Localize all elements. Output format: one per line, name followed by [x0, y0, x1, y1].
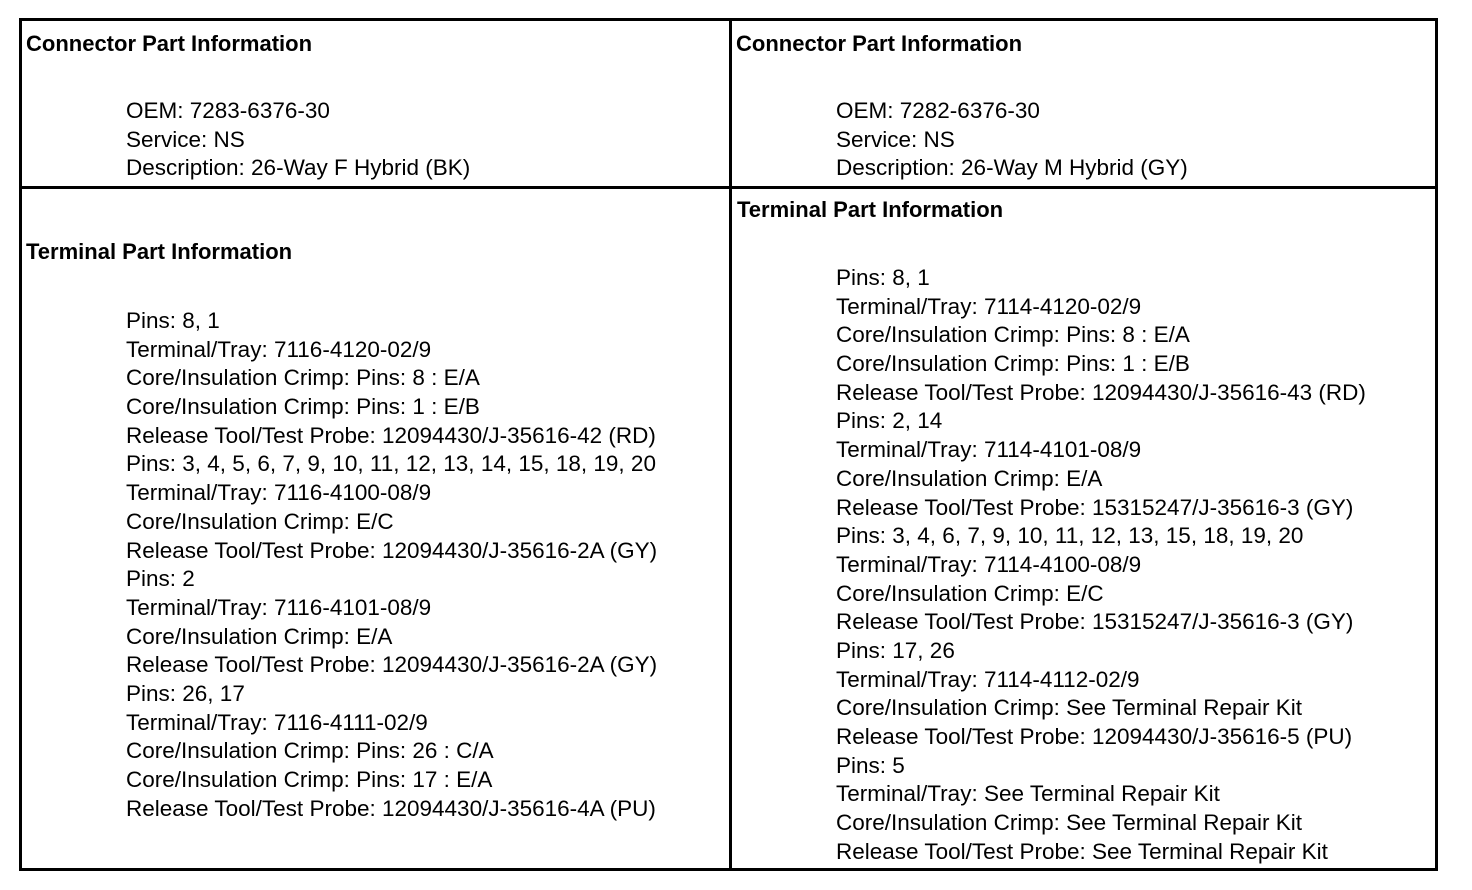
right-terminal-heading: Terminal Part Information: [737, 197, 1004, 222]
detail-line: Core/Insulation Crimp: Pins: 8 : E/A: [126, 365, 480, 391]
detail-line: Terminal/Tray: See Terminal Repair Kit: [836, 781, 1220, 807]
detail-line: Core/Insulation Crimp: Pins: 26 : C/A: [126, 738, 494, 764]
detail-line: Description: 26-Way F Hybrid (BK): [126, 155, 471, 181]
detail-line: Pins: 5: [836, 752, 905, 778]
detail-line: Release Tool/Test Probe: 15315247/J-35616-3 (GY): [836, 609, 1354, 635]
detail-line: Terminal/Tray: 7114-4112-02/9: [836, 666, 1140, 692]
left-terminal-details: [126, 307, 657, 823]
detail-line: Terminal/Tray: 7114-4100-08/9: [836, 551, 1142, 577]
detail-line: Core/Insulation Crimp: E/C: [126, 508, 394, 534]
detail-line: Pins: 2: [126, 566, 195, 592]
detail-line: Service: NS: [126, 126, 245, 152]
column-divider: [729, 21, 732, 868]
left-connector-details: [126, 97, 470, 183]
detail-line: Pins: 2, 14: [836, 408, 943, 434]
detail-line: Core/Insulation Crimp: Pins: 8 : E/A: [836, 322, 1190, 348]
right-terminal-details: [836, 264, 1366, 866]
detail-line: Release Tool/Test Probe: 12094430/J-35616-2A (GY): [126, 652, 658, 678]
detail-line: Core/Insulation Crimp: See Terminal Repair Kit: [836, 810, 1303, 836]
detail-line: Core/Insulation Crimp: E/A: [126, 623, 393, 649]
left-terminal-heading: Terminal Part Information: [26, 239, 293, 264]
row-divider: [22, 186, 1435, 189]
detail-line: Core/Insulation Crimp: Pins: 1 : E/B: [126, 394, 480, 420]
connector-info-table: [19, 18, 1438, 871]
detail-line: Release Tool/Test Probe: See Terminal Repair Kit: [836, 838, 1328, 864]
detail-line: Release Tool/Test Probe: 15315247/J-35616-3 (GY): [836, 494, 1354, 520]
detail-line: Release Tool/Test Probe: 12094430/J-35616-42 (RD): [126, 422, 656, 448]
detail-line: OEM: 7282-6376-30: [836, 98, 1040, 123]
detail-line: Pins: 17, 26: [836, 637, 955, 663]
detail-line: Pins: 26, 17: [126, 680, 245, 706]
detail-line: Release Tool/Test Probe: 12094430/J-35616-5 (PU): [836, 724, 1353, 749]
detail-line: Terminal/Tray: 7116-4100-08/9: [126, 480, 432, 506]
detail-line: Description: 26-Way M Hybrid (GY): [836, 155, 1188, 181]
detail-line: Core/Insulation Crimp: Pins: 17 : E/A: [126, 767, 493, 792]
detail-line: Pins: 8, 1: [836, 265, 930, 290]
detail-line: Terminal/Tray: 7114-4101-08/9: [836, 437, 1142, 463]
detail-line: Service: NS: [836, 126, 955, 152]
detail-line: Release Tool/Test Probe: 12094430/J-35616-4A (PU): [126, 795, 656, 821]
right-connector-details: [836, 97, 1188, 183]
detail-line: Pins: 3, 4, 5, 6, 7, 9, 10, 11, 12, 13, 14, 15, 18, 19, 20: [126, 451, 656, 477]
detail-line: Core/Insulation Crimp: Pins: 1 : E/B: [836, 351, 1190, 377]
detail-line: Terminal/Tray: 7114-4120-02/9: [836, 293, 1142, 319]
detail-line: Core/Insulation Crimp: E/A: [836, 465, 1103, 491]
detail-line: Core/Insulation Crimp: See Terminal Repair Kit: [836, 695, 1303, 721]
detail-line: Terminal/Tray: 7116-4111-02/9: [126, 709, 428, 735]
detail-line: Terminal/Tray: 7116-4120-02/9: [126, 336, 432, 362]
right-connector-heading: Connector Part Information: [736, 31, 1023, 56]
detail-line: Pins: 3, 4, 6, 7, 9, 10, 11, 12, 13, 15, 18, 19, 20: [836, 523, 1304, 549]
detail-line: OEM: 7283-6376-30: [126, 98, 330, 123]
detail-line: Release Tool/Test Probe: 12094430/J-35616-43 (RD): [836, 379, 1366, 405]
detail-line: Terminal/Tray: 7116-4101-08/9: [126, 594, 432, 620]
left-connector-heading: Connector Part Information: [26, 31, 313, 56]
detail-line: Core/Insulation Crimp: E/C: [836, 580, 1104, 606]
detail-line: Pins: 8, 1: [126, 308, 220, 333]
detail-line: Release Tool/Test Probe: 12094430/J-35616-2A (GY): [126, 537, 658, 563]
